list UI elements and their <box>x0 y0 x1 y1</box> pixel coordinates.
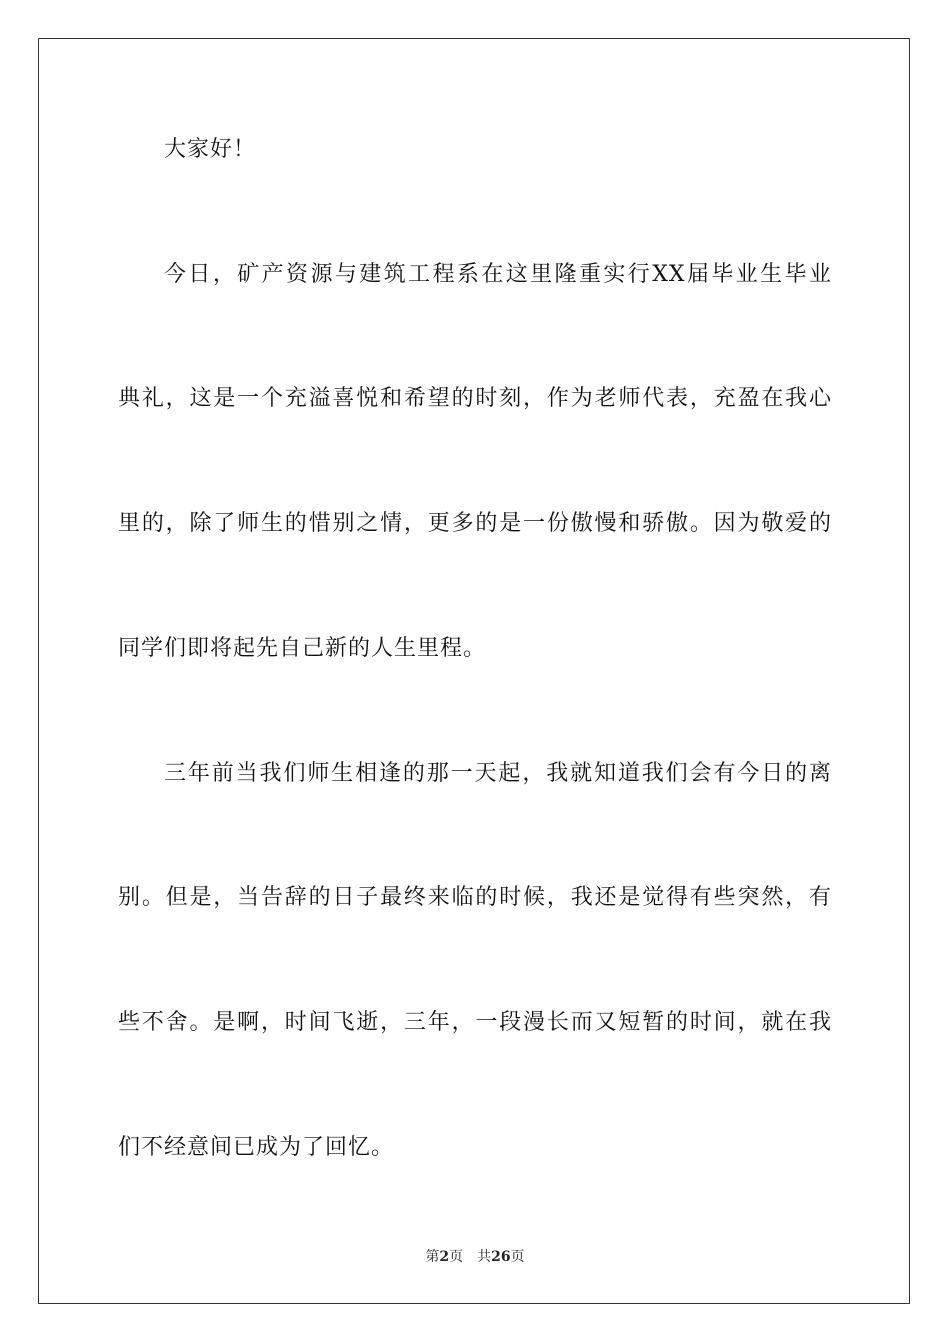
paragraph-2-line-1: 三年前当我们师生相逢的那一天起，我就知道我们会有今日的离 <box>164 761 832 786</box>
paragraph-2-line-3: 些不舍。是啊，时间飞逝，三年，一段漫长而又短暂的时间，就在我 <box>118 1010 832 1035</box>
page-footer <box>0 1248 950 1266</box>
paragraph-1-line-3: 里的，除了师生的惜别之情，更多的是一份傲慢和骄傲。因为敬爱的 <box>118 511 832 536</box>
greeting-line: 大家好！ <box>164 137 257 162</box>
footer-page-suffix: 页 <box>449 1249 464 1265</box>
footer-page-prefix: 第 <box>425 1249 440 1265</box>
footer-page-number: 2 <box>439 1249 450 1265</box>
paragraph-2-line-4: 们不经意间已成为了回忆。 <box>118 1135 395 1160</box>
footer-total-pages: 26 <box>491 1249 511 1265</box>
paragraph-2-line-2: 别。但是，当告辞的日子最终来临的时候，我还是觉得有些突然，有 <box>118 885 832 910</box>
paragraph-1-line-1: 今日，矿产资源与建筑工程系在这里隆重实行XX届毕业生毕业 <box>164 262 832 287</box>
paragraph-1-line-2: 典礼，这是一个充溢喜悦和希望的时刻，作为老师代表，充盈在我心 <box>118 386 832 411</box>
footer-total-suffix: 页 <box>510 1249 525 1265</box>
page-border <box>38 38 910 1304</box>
paragraph-1-line-4: 同学们即将起先自己新的人生里程。 <box>118 636 487 661</box>
footer-total-prefix: 共 <box>477 1249 492 1265</box>
